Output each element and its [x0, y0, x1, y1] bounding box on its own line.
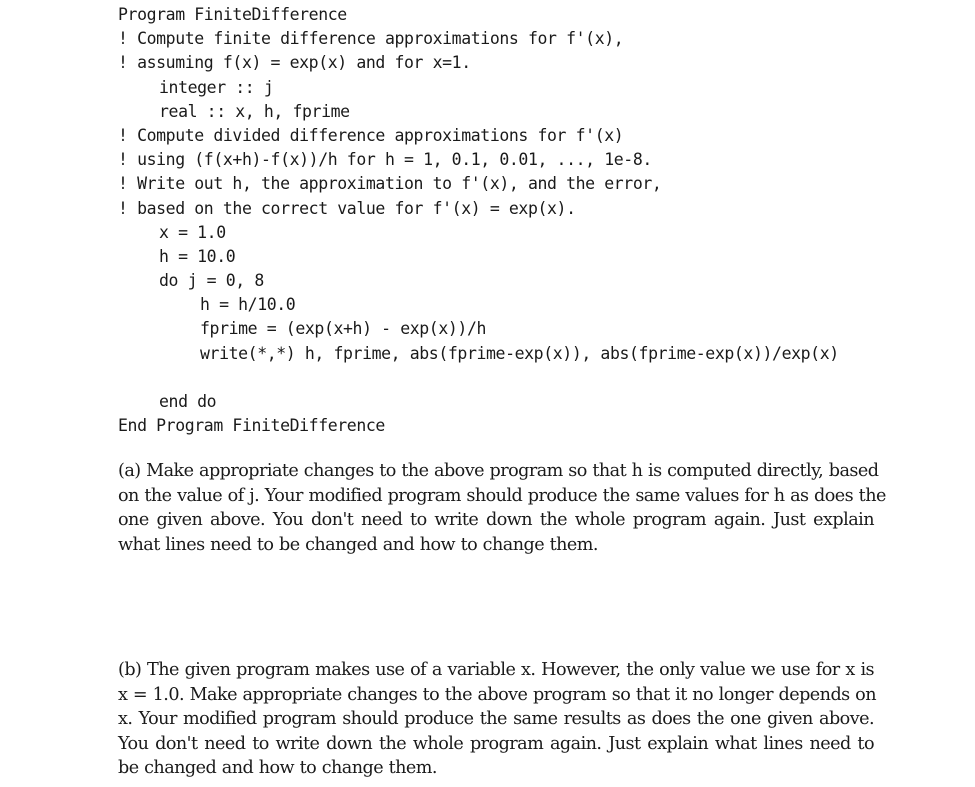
question-b-line: x = 1.0. Make appropriate changes to the above program so that it no longer depends on: [118, 684, 877, 705]
code-line: End Program FiniteDifference: [118, 416, 385, 436]
code-line: h = h/10.0: [200, 295, 296, 315]
question-b-line: You don't need to write down the whole program again. Just explain what lines need to: [118, 733, 874, 754]
code-line: write(*,*) h, fprime, abs(fprime-exp(x)), abs(fprime-exp(x))/exp(x): [200, 343, 839, 363]
code-line: ! Compute divided difference approximations for f'(x): [118, 125, 624, 145]
code-line: ! based on the correct value for f'(x) = exp(x).: [118, 198, 576, 218]
blank-line: [118, 366, 839, 390]
question-b-line: (b) The given program makes use of a variable x. However, the only value we use for x is: [118, 660, 874, 680]
code-line: end do: [159, 392, 217, 411]
code-line: do j = 0, 8: [159, 271, 264, 291]
code-line: h = 10.0: [159, 246, 236, 266]
question-a-line: what lines need to be changed and how to change them.: [118, 534, 598, 555]
question-b-line: be changed and how to change them.: [118, 758, 437, 778]
code-line: ! using (f(x+h)-f(x))/h for h = 1, 0.1, 0.01, ..., 1e-8.: [118, 150, 652, 170]
code-line: ! Write out h, the approximation to f'(x), and the error,: [118, 174, 662, 194]
question-a-line: one given above. You don't need to write down the whole program again. Just explain: [118, 510, 874, 530]
fortran-code-listing: [118, 3, 839, 438]
code-line: real :: x, h, fprime: [159, 101, 350, 121]
question-b: [118, 658, 877, 781]
code-line: ! Compute finite difference approximations for f'(x),: [118, 29, 624, 49]
question-a-line: on the value of j. Your modified program should produce the same values for h as does the: [118, 485, 886, 506]
question-a: [118, 459, 886, 557]
code-line: integer :: j: [159, 77, 274, 97]
code-line: ! assuming f(x) = exp(x) and for x=1.: [118, 53, 471, 73]
code-line: fprime = (exp(x+h) - exp(x))/h: [200, 319, 487, 339]
question-b-line: x. Your modified program should produce the same results as does the one given above.: [118, 709, 874, 729]
code-line: Program FiniteDifference: [118, 5, 347, 24]
code-line: x = 1.0: [159, 222, 226, 242]
question-a-line: (a) Make appropriate changes to the above program so that h is computed directly, based: [118, 461, 879, 481]
